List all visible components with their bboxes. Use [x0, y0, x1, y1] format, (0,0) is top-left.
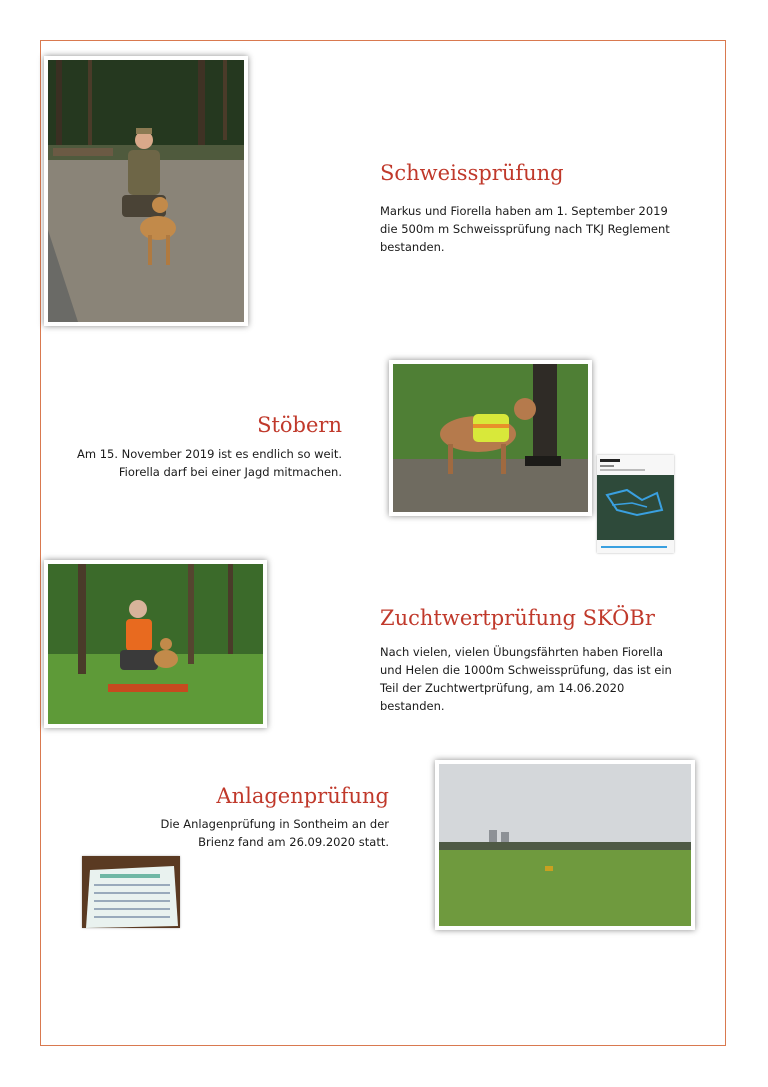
photo-field: [435, 760, 695, 930]
text-stoebern-line-1: Am 15. November 2019 ist es endlich so weit.: [77, 447, 342, 461]
text-anlagenpruefung-line-2: Brienz fand am 26.09.2020 statt.: [198, 835, 389, 849]
text-stoebern-line-2: Fiorella darf bei einer Jagd mitmachen.: [118, 465, 342, 479]
heading-zuchtwertpruefung: Zuchtwertprüfung SKÖBr: [380, 606, 655, 630]
photo-dog-vest: [389, 360, 592, 516]
heading-schweisspruefung: Schweissprüfung: [380, 161, 564, 185]
photo-helen-fiorella: [44, 560, 267, 728]
certificate-photo: [82, 856, 180, 928]
heading-anlagenpruefung: Anlagenprüfung: [216, 784, 389, 808]
photo-markus-fiorella: [44, 56, 248, 326]
map-screenshot: [597, 455, 674, 553]
text-zuchtwertpruefung: Nach vielen, vielen Übungsfährten haben Fiorella und Helen die 1000m Schweissprüfung, das ist ein Teil der Zuchtwertprüfung, am 14.06.2020 bestanden.: [380, 645, 672, 713]
text-schweisspruefung: Markus und Fiorella haben am 1. September 2019 die 500m m Schweissprüfung nach TKJ Reglement bestanden.: [380, 204, 670, 254]
text-anlagenpruefung-line-1: Die Anlagenprüfung in Sontheim an der: [160, 817, 389, 831]
heading-stoebern: Stöbern: [257, 413, 342, 437]
